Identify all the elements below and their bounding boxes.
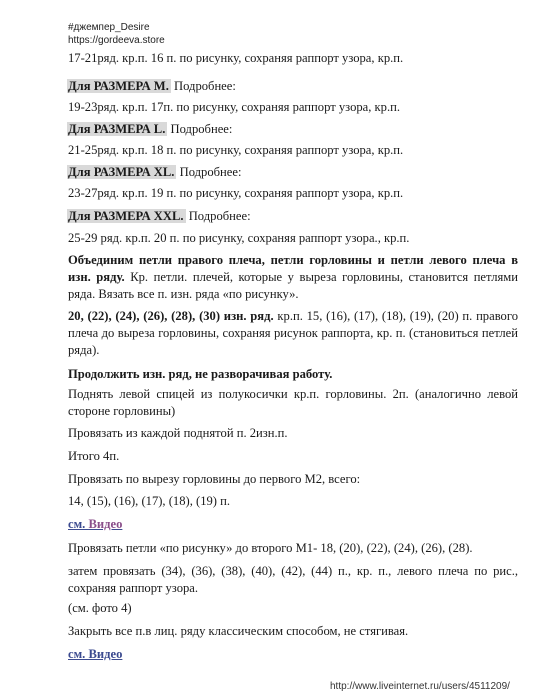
join-loops-bold: Объединим петли правого плеча, петли горловины и петли левого плеча в изн. ряду. <box>68 253 518 284</box>
size-xxl-label: Для РАЗМЕРА XXL. <box>68 209 184 223</box>
join-loops-text: Кр. петли. плечей, которые у выреза горловины, становится петлями ряда. Вязать все п. изн. ряда «по рисунку». <box>68 270 518 301</box>
paragraph-purl-rows <box>68 308 518 359</box>
loop-counts: 14, (15), (16), (17), (18), (19) п. <box>68 494 231 508</box>
row-19-23: 19-23ряд. кр.п. 17п. по рисунку, сохраняя раппорт узора, кр.п. <box>68 100 400 114</box>
size-m-heading <box>68 78 518 95</box>
size-xl-heading <box>68 164 518 181</box>
size-m-label: Для РАЗМЕРА М. <box>68 79 169 93</box>
purl-rows-text: кр.п. 15, (16), (17), (18), (19), (20) п. правого плеча до выреза горловины, сохраняя рисунок раппорта, кр. п. (становиться петлей ряда). <box>68 309 519 357</box>
size-xxl-heading <box>68 208 518 225</box>
total-loops: Итого 4п. <box>68 449 120 463</box>
size-xl-label: Для РАЗМЕРА XL. <box>68 165 175 179</box>
size-m-more: Подробнее: <box>170 79 236 93</box>
continue-row: Продолжить изн. ряд, не разворачивая работу. <box>68 367 333 381</box>
size-xl-more: Подробнее: <box>176 165 242 179</box>
row-17-21: 17-21ряд. кр.п. 16 п. по рисунку, сохраняя раппорт узора, кр.п. <box>68 51 404 65</box>
video-link-1[interactable] <box>68 517 122 531</box>
then-knit: затем провязать (34), (36), (38), (40), (42), (44) п., кр. п., левого плеча по рис., сохраняя раппорт узора. <box>68 564 518 595</box>
video-link-1-prefix: см. <box>68 517 89 531</box>
purl-rows-bold: 20, (22), (24), (26), (28), (30) изн. ряд. <box>68 309 274 323</box>
knit-to-second-marker: Провязать петли «по рисунку» до второго М1- 18, (20), (22), (24), (26), (28). <box>68 541 473 555</box>
video-link-2-wrap <box>68 646 518 663</box>
see-photo-4: (см. фото 4) <box>68 601 132 615</box>
size-l-heading <box>68 121 518 138</box>
pick-up-loops: Поднять левой спицей из полукосички кр.п. горловины. 2п. (аналогично левой стороне горловины) <box>68 387 518 418</box>
hashtag-header: #джемпер_Desire <box>68 22 150 33</box>
video-link-1-wrap <box>68 516 518 533</box>
site-url: https://gordeeva.store <box>68 35 165 46</box>
knit-picked-loops: Провязать из каждой поднятой п. 2изн.п. <box>68 426 288 440</box>
size-l-more: Подробнее: <box>167 122 233 136</box>
video-link-2[interactable]: см. Видео <box>68 647 123 661</box>
video-link-1-text: Видео <box>88 517 123 531</box>
bind-off: Закрыть все п.в лиц. ряду классическим способом, не стягивая. <box>68 624 409 638</box>
row-25-29: 25-29 ряд. кр.п. 20 п. по рисунку, сохраняя раппорт узора., кр.п. <box>68 231 410 245</box>
row-23-27: 23-27ряд. кр.п. 19 п. по рисунку, сохраняя раппорт узора, кр.п. <box>68 186 404 200</box>
size-l-label: Для РАЗМЕРА L. <box>68 122 166 136</box>
size-xxl-more: Подробнее: <box>185 209 251 223</box>
paragraph-join-loops <box>68 252 518 303</box>
footer-url: http://www.liveinternet.ru/users/4511209/ <box>330 681 510 692</box>
row-21-25: 21-25ряд. кр.п. 18 п. по рисунку, сохраняя раппорт узора, кр.п. <box>68 143 404 157</box>
knit-neckline: Провязать по вырезу горловины до первого М2, всего: <box>68 472 361 486</box>
